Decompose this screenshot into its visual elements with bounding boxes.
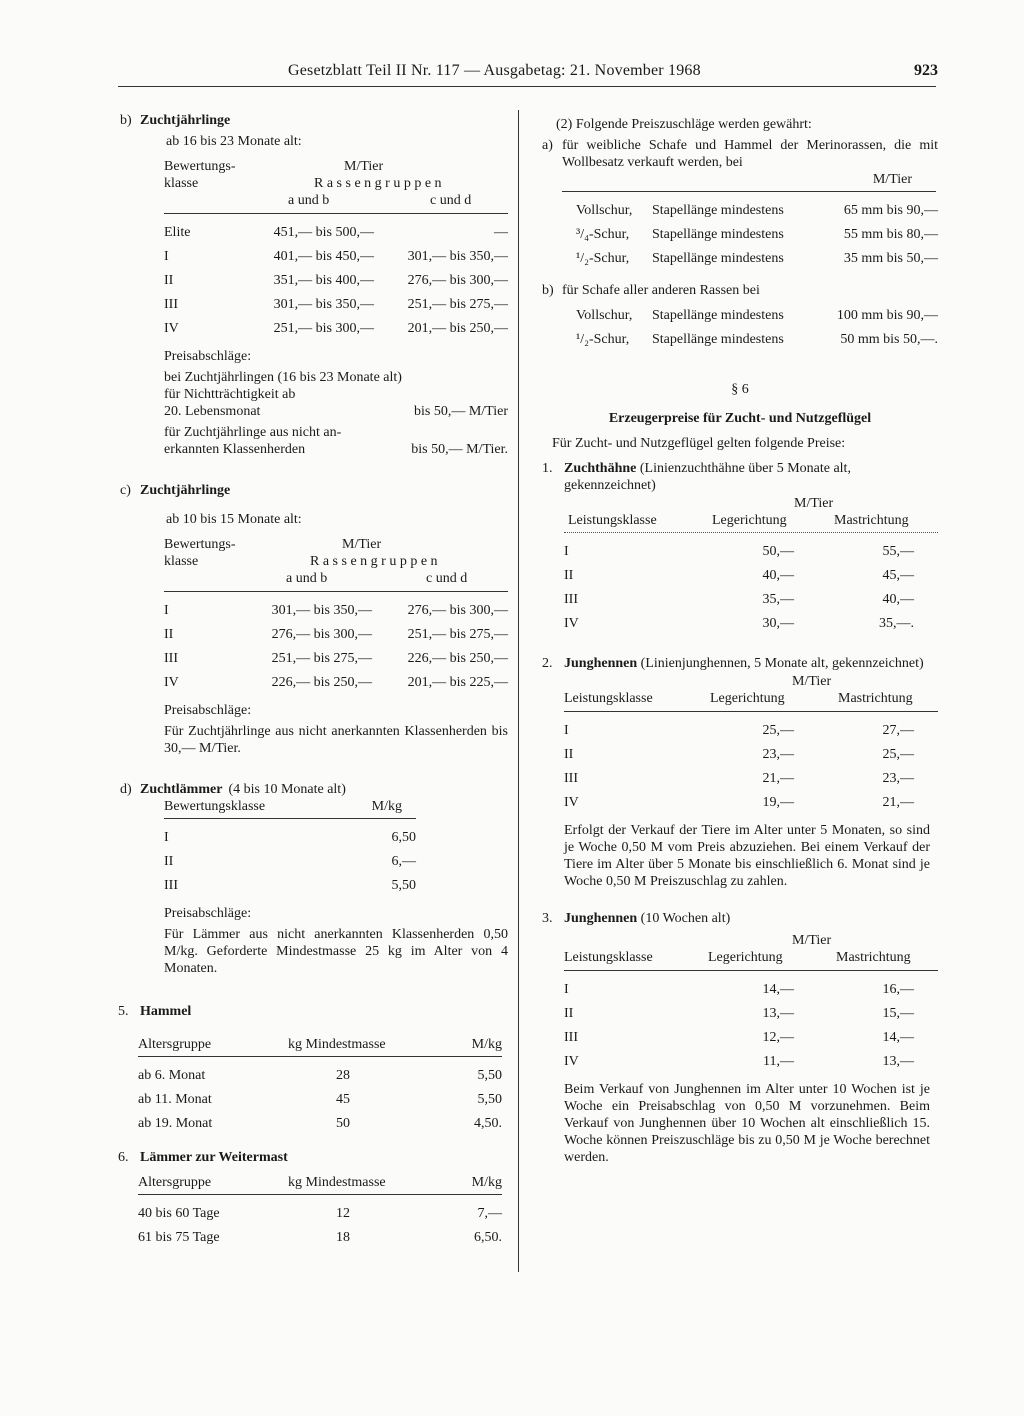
price-ab-cell: 251,— bis 275,—	[271, 650, 372, 666]
zuschlag-a-rows	[542, 198, 938, 270]
table-row	[138, 1225, 502, 1249]
col-header-unit: M/Tier	[792, 933, 832, 948]
table-row	[564, 766, 938, 790]
section-c-age: ab 10 bis 15 Monate alt:	[166, 512, 302, 527]
class-cell: IV	[564, 794, 579, 810]
lege-price-cell: 19,—	[762, 794, 794, 810]
col-header-mass: kg Mindestmasse	[288, 1175, 386, 1190]
lege-price-cell: 13,—	[762, 1005, 794, 1021]
zuschlag-b	[542, 282, 938, 299]
zuschlag-b-text: für Schafe aller anderen Rassen bei	[562, 283, 760, 298]
age-cell: ab 19. Monat	[138, 1115, 213, 1131]
price-cd-cell: 226,— bis 250,—	[407, 650, 508, 666]
mast-price-cell: 55,—	[882, 543, 914, 559]
price-cell: 65 mm bis 90,—	[843, 202, 938, 218]
class-cell: II	[564, 567, 574, 583]
section-b-abschlag-title: Preisabschläge:	[164, 349, 252, 364]
mass-cell: 45	[336, 1091, 350, 1107]
poultry-2-num: 2.	[542, 656, 553, 671]
poultry-2-rows	[564, 718, 938, 814]
page-number: 923	[914, 62, 938, 79]
header-rule	[118, 86, 936, 87]
col-header-unit: M/Tier	[342, 537, 382, 552]
left-column	[118, 112, 510, 1249]
section-c-label: c)	[120, 483, 131, 498]
paragraph-number: § 6	[731, 382, 749, 397]
mass-cell: 28	[336, 1067, 350, 1083]
col-header-unit: M/Tier	[792, 674, 832, 689]
table-row	[164, 622, 508, 646]
price-cd-cell: 276,— bis 300,—	[407, 272, 508, 288]
mast-price-cell: 35,—.	[879, 615, 914, 631]
zuschlag-a-unit: M/Tier	[872, 172, 912, 187]
price-ab-cell: 276,— bis 300,—	[271, 626, 372, 642]
price-ab-cell: 351,— bis 400,—	[273, 272, 374, 288]
mast-price-cell: 45,—	[882, 567, 914, 583]
abschlag-line: bei Zuchtjährlingen (16 bis 23 Monate alt)	[164, 370, 402, 385]
poultry-2-table-header	[564, 672, 938, 708]
col-header-ab: a und b	[288, 193, 330, 208]
table-rule	[562, 191, 936, 192]
mass-cell: 12	[336, 1205, 350, 1221]
col-header-class-2: klasse	[164, 176, 199, 191]
col-header-unit: M/kg	[471, 1037, 502, 1052]
table-rule	[138, 1056, 502, 1057]
class-cell: IV	[564, 615, 579, 631]
class-cell: IV	[564, 1053, 579, 1069]
section-d	[118, 781, 510, 977]
section-6-table-header	[118, 1174, 502, 1191]
abschlag-line: erkannten Klassenherden	[164, 442, 306, 457]
price-cd-cell: —	[494, 224, 508, 240]
poultry-1	[542, 460, 938, 635]
col-header-mast: Mastrichtung	[838, 691, 913, 706]
table-row	[564, 1049, 938, 1073]
table-row	[564, 563, 938, 587]
price-cd-cell: 251,— bis 275,—	[407, 296, 508, 312]
lege-price-cell: 35,—	[762, 591, 794, 607]
col-header-lege: Legerichtung	[712, 513, 787, 528]
table-row	[576, 246, 938, 270]
price-cell: 6,50	[391, 829, 416, 845]
abschlag-line: für Nichtträchtigkeit ab	[164, 387, 296, 402]
table-row	[164, 268, 508, 292]
zuschlag-a	[542, 137, 938, 171]
poultry-1-num: 1.	[542, 461, 553, 476]
table-rule	[564, 970, 938, 971]
table-row	[138, 1111, 502, 1135]
mast-price-cell: 27,—	[882, 722, 914, 738]
lege-price-cell: 23,—	[762, 746, 794, 762]
shearing-cell: Vollschur,	[576, 202, 633, 218]
section-5-rows	[118, 1063, 502, 1135]
price-ab-cell: 301,— bis 350,—	[273, 296, 374, 312]
mast-price-cell: 21,—	[882, 794, 914, 810]
table-row	[564, 977, 938, 1001]
mast-price-cell: 25,—	[882, 746, 914, 762]
price-ab-cell: 451,— bis 500,—	[273, 224, 374, 240]
price-ab-cell: 251,— bis 300,—	[273, 320, 374, 336]
col-header-lege: Legerichtung	[710, 691, 785, 706]
age-cell: ab 11. Monat	[138, 1091, 212, 1107]
class-cell: II	[564, 1005, 574, 1021]
price-cell: 5,50	[477, 1091, 502, 1107]
class-cell: III	[164, 650, 178, 666]
mass-cell: 18	[336, 1229, 350, 1245]
table-rule	[564, 532, 938, 533]
price-cell: 50 mm bis 50,—.	[840, 331, 938, 347]
section-b-table-header	[144, 158, 510, 210]
mast-price-cell: 16,—	[882, 981, 914, 997]
section-c-rows	[144, 598, 508, 694]
table-row	[164, 825, 416, 849]
table-row	[564, 742, 938, 766]
table-row	[564, 611, 938, 635]
zuschlag-b-label: b)	[542, 283, 554, 298]
table-rule	[164, 591, 508, 592]
staple-cell: Stapellänge mindestens	[652, 226, 784, 242]
lege-price-cell: 30,—	[762, 615, 794, 631]
table-row	[164, 244, 508, 268]
table-row	[576, 198, 938, 222]
class-cell: I	[164, 829, 169, 845]
section-b-age: ab 16 bis 23 Monate alt:	[166, 134, 302, 149]
table-row	[138, 1201, 502, 1225]
price-cd-cell: 201,— bis 225,—	[407, 674, 508, 690]
col-header-ab: a und b	[286, 571, 328, 586]
poultry-2	[542, 655, 938, 890]
col-header-group: Rassengruppen	[314, 176, 446, 191]
intro-text: Für Zucht- und Nutzgeflügel gelten folgende Preise:	[552, 436, 846, 451]
table-rule	[138, 1194, 502, 1195]
section-b-abschlag	[144, 369, 508, 458]
price-cell: 35 mm bis 50,—	[843, 250, 938, 266]
price-ab-cell: 226,— bis 250,—	[271, 674, 372, 690]
price-cd-cell: 201,— bis 250,—	[407, 320, 508, 336]
col-header-class: Leistungsklasse	[568, 513, 657, 528]
section-b	[118, 112, 510, 458]
abschlag-value: bis 50,— M/Tier	[413, 404, 508, 419]
class-cell: II	[164, 626, 174, 642]
class-cell: II	[164, 272, 174, 288]
right-column	[542, 116, 938, 1166]
section-d-abschlag-title: Preisabschläge:	[164, 906, 252, 921]
section-6-rows	[118, 1201, 502, 1249]
mast-price-cell: 23,—	[882, 770, 914, 786]
shearing-cell: ¹/₂-Schur,	[576, 331, 630, 347]
table-row	[164, 316, 508, 340]
class-cell: I	[164, 248, 169, 264]
col-header-class: Bewertungs-	[164, 159, 236, 174]
table-row	[164, 670, 508, 694]
table-row	[564, 790, 938, 814]
price-cd-cell: 301,— bis 350,—	[407, 248, 508, 264]
mast-price-cell: 14,—	[882, 1029, 914, 1045]
class-cell: II	[564, 746, 574, 762]
class-cell: III	[164, 296, 178, 312]
age-cell: 61 bis 75 Tage	[138, 1229, 220, 1245]
table-rule	[164, 213, 508, 214]
zuschlag-a-text: für weibliche Schafe und Hammel der Merinorassen, die mit Wollbesatz verkauft werden, bei	[562, 138, 938, 170]
mass-cell: 50	[336, 1115, 350, 1131]
header-title: Gesetzblatt Teil II Nr. 117 — Ausgabetag: 21. November 1968	[288, 62, 701, 79]
section-6-num: 6.	[118, 1150, 129, 1165]
section-heading: Erzeugerpreise für Zucht- und Nutzgeflügel	[608, 411, 872, 426]
lege-price-cell: 25,—	[762, 722, 794, 738]
table-row	[164, 646, 508, 670]
col-header-unit: M/Tier	[344, 159, 384, 174]
section-c-abschlag-text: Für Zuchtjährlinge aus nicht anerkannten Klassenherden bis 30,— M/Tier.	[164, 724, 508, 756]
price-cell: 100 mm bis 90,—	[836, 307, 938, 323]
shearing-cell: Vollschur,	[576, 307, 633, 323]
table-row	[164, 873, 416, 897]
table-row	[576, 222, 938, 246]
lege-price-cell: 40,—	[762, 567, 794, 583]
poultry-2-title: Junghennen	[564, 656, 638, 671]
section-6-title: Lämmer zur Weitermast	[140, 1150, 288, 1165]
section-c-table-header	[144, 536, 510, 588]
section-d-table-header	[144, 798, 402, 815]
staple-cell: Stapellänge mindestens	[652, 250, 784, 266]
section-b-title: Zuchtjährlinge	[140, 113, 231, 128]
poultry-1-rows	[564, 539, 938, 635]
section-d-age: (4 bis 10 Monate alt)	[228, 782, 346, 797]
table-rule	[564, 711, 938, 712]
price-cell: 5,50	[391, 877, 416, 893]
price-cell: 55 mm bis 80,—	[843, 226, 938, 242]
abschlag-value: bis 50,— M/Tier.	[411, 442, 508, 457]
table-row	[164, 598, 508, 622]
class-cell: I	[564, 722, 569, 738]
col-header-class: Leistungsklasse	[564, 691, 653, 706]
abschlag-line: 20. Lebensmonat	[164, 404, 261, 419]
poultry-3-title: Junghennen	[564, 911, 638, 926]
zuschlag-b-rows	[542, 303, 938, 351]
poultry-3	[542, 910, 938, 1166]
price-cell: 6,50.	[474, 1229, 502, 1245]
zuschlag-a-label: a)	[542, 138, 553, 153]
lege-price-cell: 11,—	[763, 1053, 794, 1069]
poultry-1-desc: (Linienzuchthähne über 5 Monate alt, gekennzeichnet)	[564, 461, 851, 493]
table-row	[576, 327, 938, 351]
class-cell: III	[164, 877, 178, 893]
col-header-unit: M/kg	[371, 799, 402, 814]
table-row	[164, 220, 508, 244]
class-cell: IV	[164, 674, 179, 690]
poultry-3-rows	[564, 977, 938, 1073]
col-header-class: Bewertungsklasse	[164, 799, 266, 814]
shearing-cell: ¹/₂-Schur,	[576, 250, 630, 266]
section-5-num: 5.	[118, 1004, 129, 1019]
col-header-unit: M/kg	[471, 1175, 502, 1190]
table-row	[164, 292, 508, 316]
col-header-mast: Mastrichtung	[836, 950, 911, 965]
col-header-cd: c und d	[426, 571, 468, 586]
price-ab-cell: 401,— bis 450,—	[273, 248, 374, 264]
poultry-3-num: 3.	[542, 911, 553, 926]
poultry-2-desc: (Linienjunghennen, 5 Monate alt, gekennzeichnet)	[640, 656, 924, 671]
table-row	[564, 1001, 938, 1025]
section-5	[118, 1003, 510, 1135]
section-d-rows	[144, 825, 416, 897]
col-header-mass: kg Mindestmasse	[288, 1037, 386, 1052]
table-row	[576, 303, 938, 327]
price-ab-cell: 301,— bis 350,—	[271, 602, 372, 618]
shearing-cell: ³/₄-Schur,	[576, 226, 630, 242]
poultry-2-note: Erfolgt der Verkauf der Tiere im Alter unter 5 Monaten, so sind je Woche 0,50 M vom Preis abzuziehen. Bei einem Verkauf der Tiere im Alter über 5 Monate bis einschließlich 6. Monat sind je Woche 0,50 M Preiszuschlag zu zahlen.	[564, 823, 930, 889]
price-cd-cell: 251,— bis 275,—	[407, 626, 508, 642]
column-divider	[518, 110, 519, 1272]
mast-price-cell: 15,—	[882, 1005, 914, 1021]
class-cell: I	[564, 981, 569, 997]
lege-price-cell: 14,—	[762, 981, 794, 997]
mast-price-cell: 13,—	[882, 1053, 914, 1069]
section-c-title: Zuchtjährlinge	[140, 483, 231, 498]
section-b-label: b)	[120, 113, 132, 128]
section-5-title: Hammel	[140, 1004, 192, 1019]
table-row	[138, 1087, 502, 1111]
poultry-3-desc: (10 Wochen alt)	[640, 911, 731, 926]
table-row	[564, 1025, 938, 1049]
price-cell: 4,50.	[474, 1115, 502, 1131]
table-row	[164, 849, 416, 873]
poultry-1-title: Zuchthähne	[564, 461, 637, 476]
section-d-title: Zuchtlämmer	[140, 782, 223, 797]
poultry-3-table-header	[564, 931, 938, 967]
lege-price-cell: 12,—	[762, 1029, 794, 1045]
class-cell: I	[564, 543, 569, 559]
table-row	[564, 718, 938, 742]
section-c	[118, 482, 510, 757]
price-cell: 7,—	[477, 1205, 502, 1221]
section-6	[118, 1149, 510, 1249]
table-rule	[164, 818, 416, 819]
table-row	[564, 539, 938, 563]
col-header-mast: Mastrichtung	[834, 513, 909, 528]
col-header-class: Leistungsklasse	[564, 950, 653, 965]
col-header-class: Bewertungs-	[164, 537, 236, 552]
section-c-abschlag-title: Preisabschläge:	[164, 703, 252, 718]
col-header-lege: Legerichtung	[708, 950, 783, 965]
age-cell: ab 6. Monat	[138, 1067, 206, 1083]
page-header	[118, 58, 938, 84]
class-cell: III	[564, 770, 578, 786]
price-cd-cell: 276,— bis 300,—	[407, 602, 508, 618]
staple-cell: Stapellänge mindestens	[652, 307, 784, 323]
lege-price-cell: 50,—	[762, 543, 794, 559]
price-cell: 5,50	[477, 1067, 502, 1083]
class-cell: II	[164, 853, 174, 869]
abschlag-line: für Zuchtjährlinge aus nicht an-	[164, 425, 342, 440]
section-d-abschlag-text: Für Lämmer aus nicht anerkannten Klassenherden 0,50 M/kg. Geforderte Mindestmasse 25 kg im Alter von 4 Monaten.	[164, 927, 508, 976]
col-header-age: Altersgruppe	[138, 1175, 212, 1190]
mast-price-cell: 40,—	[882, 591, 914, 607]
price-cell: 6,—	[391, 853, 416, 869]
section-d-label: d)	[120, 782, 132, 797]
class-cell: IV	[164, 320, 179, 336]
poultry-3-note: Beim Verkauf von Junghennen im Alter unter 10 Wochen ist je Woche ein Preisabschlag von 0,50 M vorzunehmen. Beim Verkauf von Junghennen über 10 Wochen alt einschließlich 15. Woche können Preiszuschläge bis zu 0,50 M je Woche berechnet werden.	[564, 1082, 930, 1165]
section-b-rows	[144, 220, 508, 340]
class-cell: III	[564, 591, 578, 607]
col-header-group: Rassengruppen	[310, 554, 442, 569]
class-cell: Elite	[164, 224, 191, 240]
col-header-age: Altersgruppe	[138, 1037, 212, 1052]
table-row	[564, 587, 938, 611]
col-header-class-2: klasse	[164, 554, 199, 569]
table-row	[138, 1063, 502, 1087]
para-2: (2) Folgende Preiszuschläge werden gewährt:	[556, 117, 812, 132]
staple-cell: Stapellänge mindestens	[652, 331, 784, 347]
section-5-table-header	[118, 1036, 502, 1053]
age-cell: 40 bis 60 Tage	[138, 1205, 220, 1221]
lege-price-cell: 21,—	[762, 770, 794, 786]
class-cell: I	[164, 602, 169, 618]
col-header-unit: M/Tier	[794, 496, 834, 511]
poultry-1-table-header	[564, 494, 938, 530]
col-header-cd: c und d	[430, 193, 472, 208]
staple-cell: Stapellänge mindestens	[652, 202, 784, 218]
class-cell: III	[564, 1029, 578, 1045]
